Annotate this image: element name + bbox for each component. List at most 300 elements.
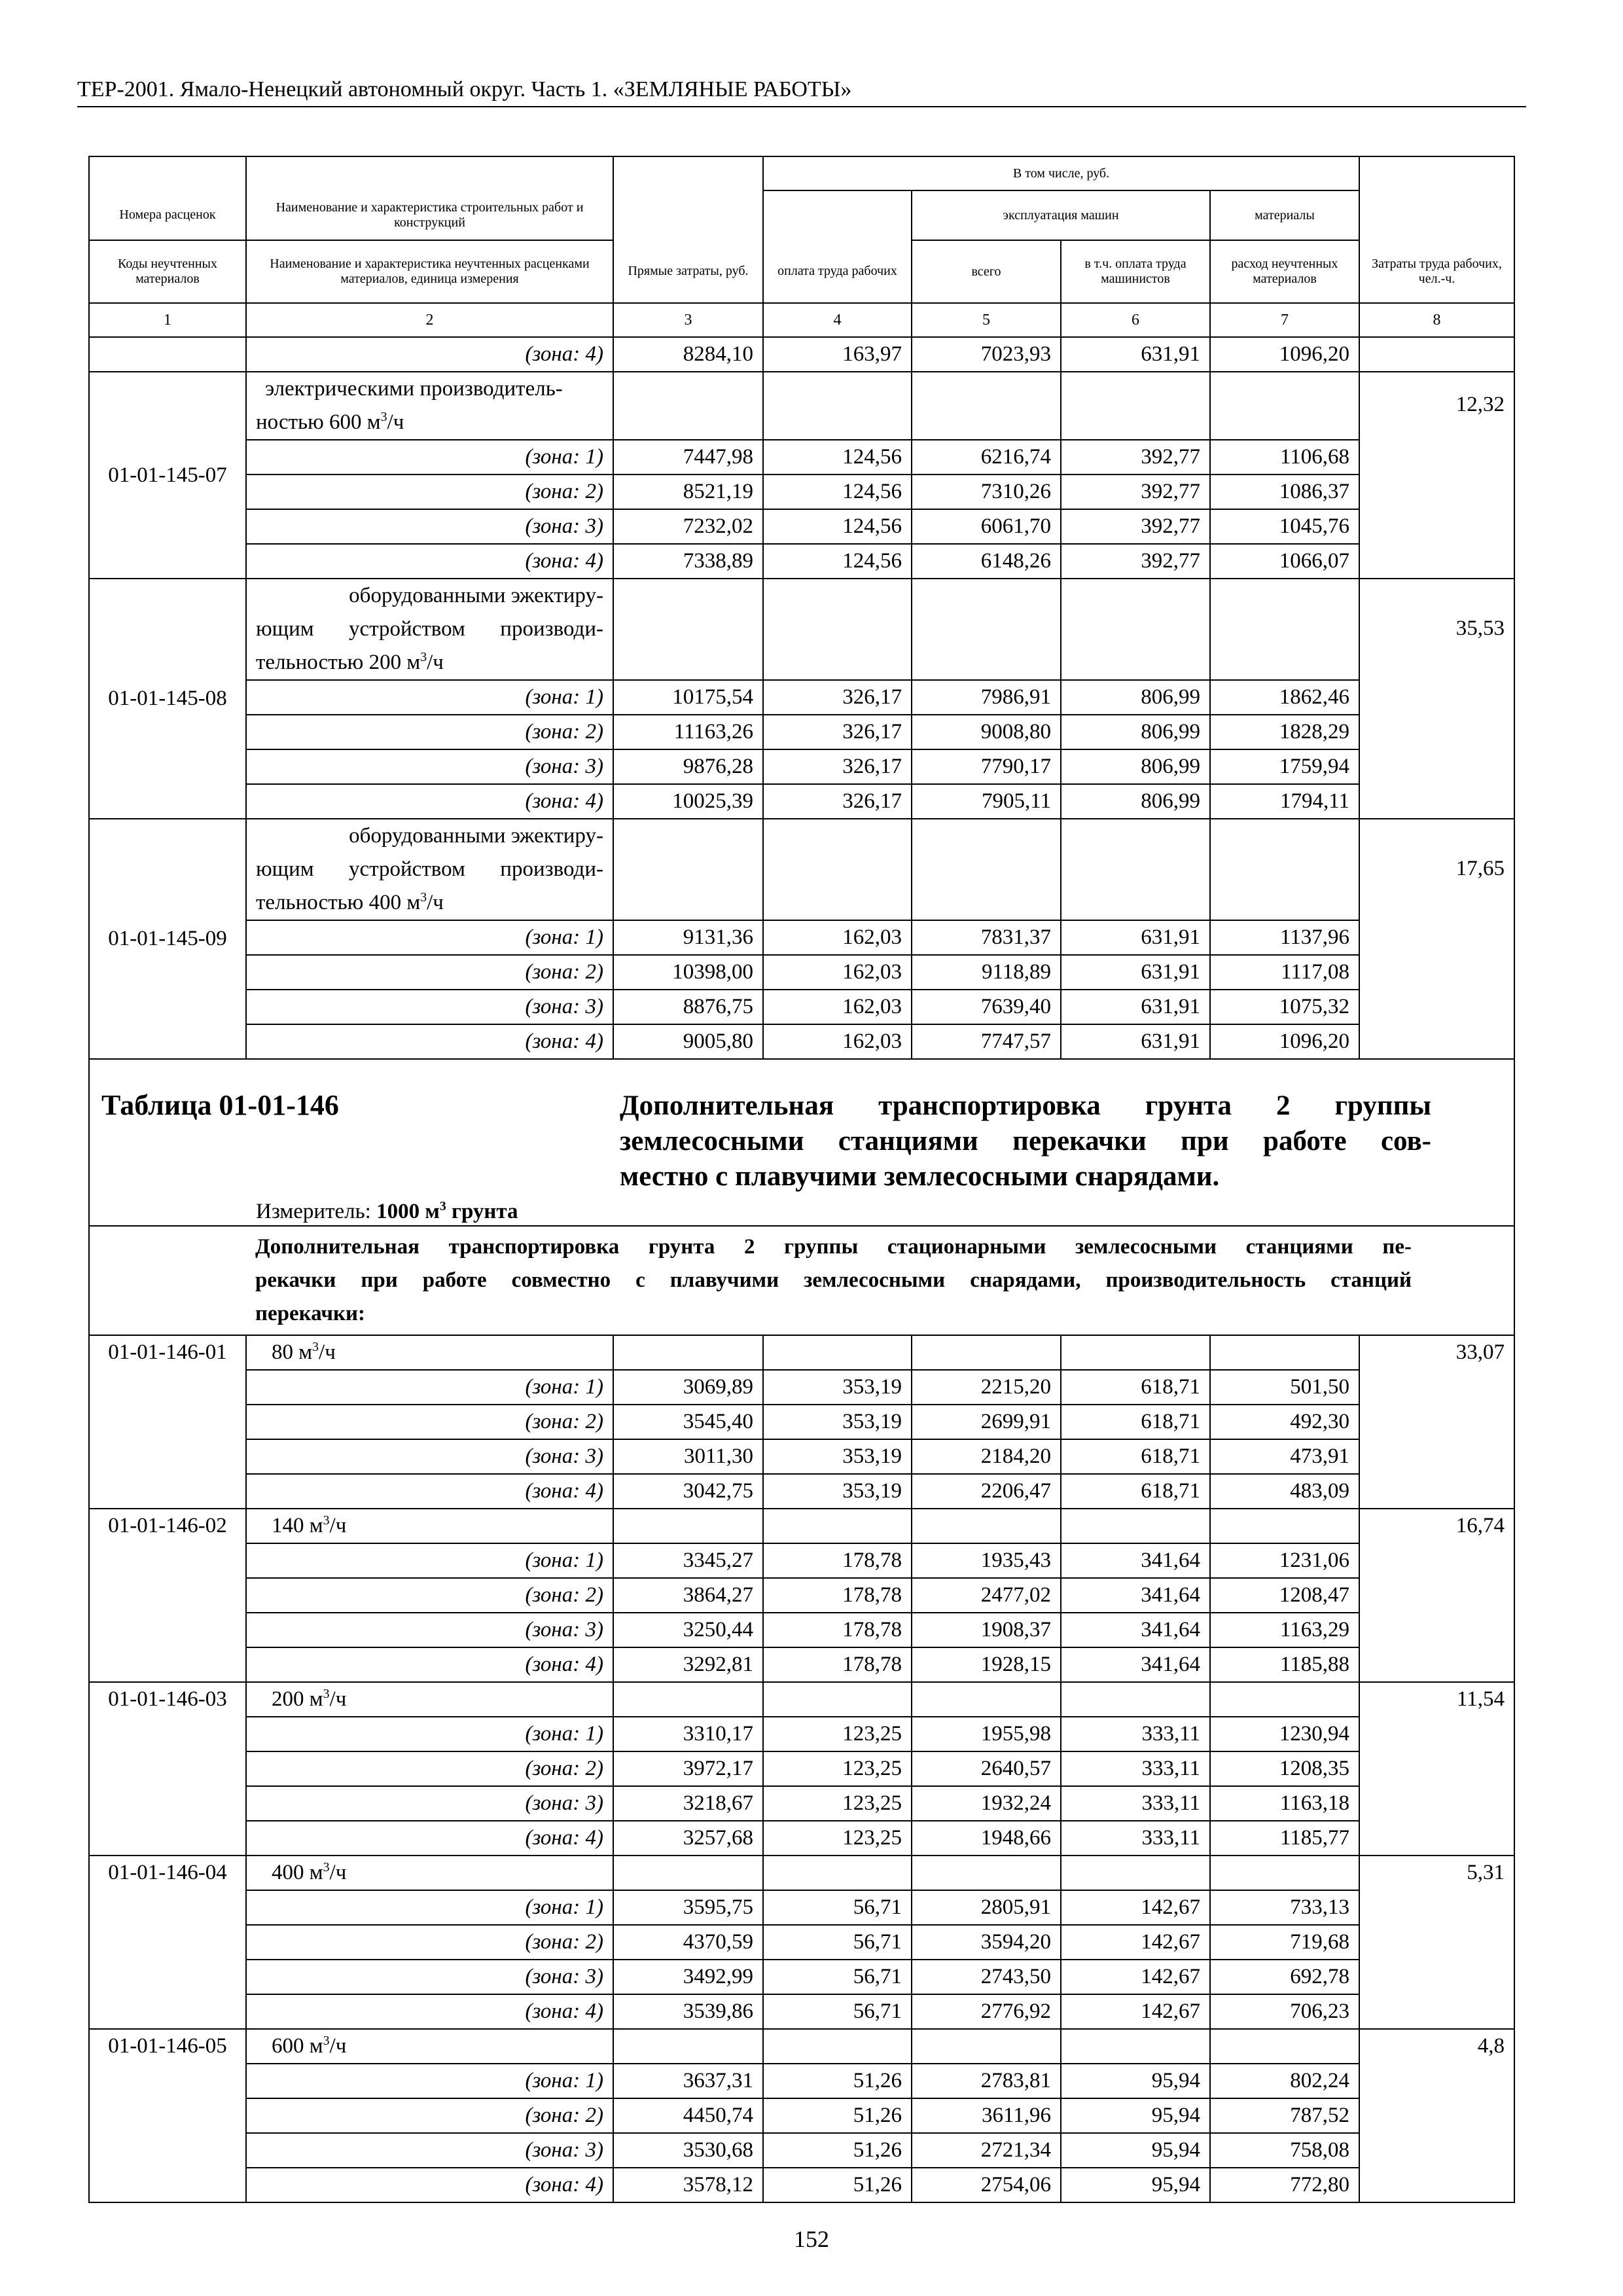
zone-label: (зона: 3) [246,509,613,544]
direct-cost: 3218,67 [613,1786,763,1821]
materials-cost: 1163,29 [1210,1613,1359,1647]
labor-pay: 163,97 [763,337,912,372]
materials-cost: 501,50 [1210,1370,1359,1405]
zone-label: (зона: 3) [246,749,613,784]
machines-total: 7905,11 [912,784,1061,819]
materials-cost: 1185,77 [1210,1821,1359,1856]
labor-pay: 124,56 [763,509,912,544]
header-col4: оплата труда рабочих [763,240,912,303]
machines-total: 7639,40 [912,990,1061,1024]
rate-code: 01-01-146-03 [89,1682,246,1856]
direct-cost: 3011,30 [613,1439,763,1474]
desc-unit: /ч [329,2034,347,2058]
header-col1-bottom: Коды неучтенных материалов [89,240,246,303]
machines-total: 1928,15 [912,1647,1061,1682]
direct-cost: 3292,81 [613,1647,763,1682]
empty-cell [912,819,1061,920]
rate-code: 01-01-145-09 [89,819,246,1059]
intro-line: Дополнительная транспортировка грунта 2 группы стационарными землесосными станциями пе- [255,1235,1412,1259]
col-number: 8 [1359,303,1514,337]
zone-row [89,1024,1514,1059]
header-col3: Прямые затраты, руб. [613,240,763,303]
zone-label: (зона: 4) [246,1024,613,1059]
materials-cost: 1759,94 [1210,749,1359,784]
materials-cost: 1137,96 [1210,920,1359,955]
direct-cost: 7232,02 [613,509,763,544]
direct-cost: 7338,89 [613,544,763,579]
meter-label: Измеритель: [256,1200,371,1223]
header-cell-empty [613,190,763,240]
labor-pay: 124,56 [763,544,912,579]
direct-cost: 8876,75 [613,990,763,1024]
labor-pay: 326,17 [763,749,912,784]
materials-cost: 1230,94 [1210,1717,1359,1751]
materials-cost: 733,13 [1210,1890,1359,1925]
zone-row [89,680,1514,715]
machinist-pay: 392,77 [1061,544,1210,579]
rate-description [246,1682,613,1717]
superscript: 3 [323,2034,330,2048]
rate-code: 01-01-145-07 [89,372,246,579]
intro-line: рекачки при работе совместно с плавучими землесосными снарядами, производительность станций [255,1268,1412,1292]
superscript: 3 [380,410,387,424]
desc-unit: /ч [427,891,444,914]
materials-cost: 1096,20 [1210,1024,1359,1059]
empty-cell [613,1335,763,1370]
empty-cell [912,2029,1061,2064]
empty-cell [1210,2029,1359,2064]
labor-hours: 33,07 [1359,1335,1514,1509]
desc-text: 600 м [272,2034,323,2058]
machines-total: 2743,50 [912,1960,1061,1994]
direct-cost: 3595,75 [613,1890,763,1925]
machines-total: 2776,92 [912,1994,1061,2029]
table-caption [620,1088,1431,1194]
rate-row [89,1335,1514,1370]
desc-line: оборудованными эжектиру- [349,584,603,607]
desc-unit: /ч [329,1687,347,1711]
zone-label: (зона: 4) [246,1994,613,2029]
header-cell-empty [1359,190,1514,240]
superscript: 3 [323,1860,330,1874]
rate-row [89,579,1514,680]
materials-cost: 772,80 [1210,2168,1359,2202]
zone-row [89,1439,1514,1474]
desc-unit: /ч [319,1340,336,1364]
labor-hours: 35,53 [1359,579,1514,819]
direct-cost: 3492,99 [613,1960,763,1994]
labor-pay: 51,26 [763,2064,912,2098]
desc-text: 80 м [272,1340,313,1364]
rate-row [89,1509,1514,1543]
table-intro-row [89,1226,1514,1335]
header-row-1 [89,156,1514,190]
table-title-block [90,1060,1514,1225]
machines-total: 2640,57 [912,1751,1061,1786]
direct-cost: 3972,17 [613,1751,763,1786]
desc-text: тельностью 400 м [256,891,421,914]
labor-hours: 4,8 [1359,2029,1514,2202]
empty-cell [763,2029,912,2064]
col-number: 2 [246,303,613,337]
zone-row [89,1717,1514,1751]
zone-row [89,1751,1514,1786]
empty-cell [1061,1509,1210,1543]
labor-pay: 326,17 [763,680,912,715]
zone-row [89,2064,1514,2098]
machinist-pay: 341,64 [1061,1647,1210,1682]
machinist-pay: 95,94 [1061,2098,1210,2133]
desc-line [256,406,603,439]
header-col5: всего [912,240,1061,303]
desc-line [256,886,603,920]
desc-unit: /ч [387,410,404,434]
zone-label: (зона: 2) [246,475,613,509]
direct-cost: 4450,74 [613,2098,763,2133]
rate-row [89,1682,1514,1717]
superscript: 3 [323,1513,330,1528]
empty-cell [1061,1682,1210,1717]
header-cell-empty [89,156,246,190]
rate-row [89,819,1514,920]
labor-hours: 11,54 [1359,1682,1514,1856]
desc-line: электрическими производитель- [265,377,563,401]
direct-cost: 8284,10 [613,337,763,372]
machines-total: 2184,20 [912,1439,1061,1474]
machinist-pay: 618,71 [1061,1439,1210,1474]
materials-cost: 1163,18 [1210,1786,1359,1821]
machinist-pay: 341,64 [1061,1543,1210,1578]
materials-cost: 719,68 [1210,1925,1359,1960]
labor-pay: 178,78 [763,1647,912,1682]
machinist-pay: 392,77 [1061,440,1210,475]
machinist-pay: 392,77 [1061,509,1210,544]
rate-code: 01-01-146-01 [89,1335,246,1509]
labor-hours [1359,337,1514,372]
machines-total: 6148,26 [912,544,1061,579]
direct-cost: 3257,68 [613,1821,763,1856]
header-number-row [89,303,1514,337]
empty-cell [912,1682,1061,1717]
col-number: 4 [763,303,912,337]
empty-cell [1061,2029,1210,2064]
rate-description [246,1509,613,1543]
zone-label: (зона: 2) [246,2098,613,2133]
superscript: 3 [323,1687,330,1701]
machinist-pay: 333,11 [1061,1786,1210,1821]
zone-label: (зона: 1) [246,1890,613,1925]
empty-cell [1061,1335,1210,1370]
materials-cost: 1096,20 [1210,337,1359,372]
zone-row [89,1925,1514,1960]
header-col7: расход неучтенных материалов [1210,240,1359,303]
zone-label: (зона: 4) [246,1474,613,1509]
zone-row [89,955,1514,990]
empty-cell [912,1509,1061,1543]
zone-row [89,475,1514,509]
header-cell-empty [763,190,912,240]
header-col6: в т.ч. оплата труда машинистов [1061,240,1210,303]
labor-pay: 162,03 [763,1024,912,1059]
direct-cost: 11163,26 [613,715,763,749]
rate-description [246,579,613,680]
table-body [89,156,1514,2202]
machinist-pay: 806,99 [1061,680,1210,715]
header-row-3 [89,240,1514,303]
zone-label: (зона: 2) [246,1405,613,1439]
caption-line: Дополнительная транспортировка грунта 2 группы [620,1090,1431,1121]
zone-label: (зона: 2) [246,715,613,749]
direct-cost: 7447,98 [613,440,763,475]
carry-over-row [89,337,1514,372]
machines-total: 2477,02 [912,1578,1061,1613]
materials-cost: 1066,07 [1210,544,1359,579]
zone-label: (зона: 1) [246,1543,613,1578]
desc-line [256,646,603,679]
labor-pay: 353,19 [763,1474,912,1509]
direct-cost: 3545,40 [613,1405,763,1439]
labor-pay: 178,78 [763,1543,912,1578]
materials-cost: 802,24 [1210,2064,1359,2098]
zone-label: (зона: 1) [246,2064,613,2098]
labor-pay: 56,71 [763,1890,912,1925]
materials-cost: 1185,88 [1210,1647,1359,1682]
materials-cost: 758,08 [1210,2133,1359,2168]
zone-label: (зона: 4) [246,2168,613,2202]
direct-cost: 3310,17 [613,1717,763,1751]
rate-row [89,2029,1514,2064]
superscript: 3 [312,1340,319,1354]
desc-line: оборудованными эжектиру- [349,824,603,848]
empty-cell [763,1682,912,1717]
empty-cell [1210,372,1359,440]
zone-row [89,1994,1514,2029]
materials-cost: 706,23 [1210,1994,1359,2029]
table-intro [246,1226,1514,1335]
zone-row [89,1474,1514,1509]
labor-pay: 56,71 [763,1960,912,1994]
zone-label: (зона: 4) [246,1821,613,1856]
empty-cell [1061,372,1210,440]
direct-cost: 3578,12 [613,2168,763,2202]
empty-cell [613,579,763,680]
zone-label: (зона: 3) [246,2133,613,2168]
table-title-cell [89,1059,1514,1226]
col-number: 5 [912,303,1061,337]
intro-line: перекачки: [255,1302,365,1325]
machinist-pay: 333,11 [1061,1821,1210,1856]
direct-cost: 8521,19 [613,475,763,509]
machinist-pay: 631,91 [1061,337,1210,372]
empty-cell [763,1335,912,1370]
rate-description [246,2029,613,2064]
machines-total: 7023,93 [912,337,1061,372]
direct-cost: 4370,59 [613,1925,763,1960]
direct-cost: 3250,44 [613,1613,763,1647]
empty-cell [763,1856,912,1890]
machines-total: 7747,57 [912,1024,1061,1059]
desc-text: 200 м [272,1687,323,1711]
header-col1-top: Номера расценок [89,190,246,240]
machinist-pay: 618,71 [1061,1474,1210,1509]
materials-cost: 483,09 [1210,1474,1359,1509]
labor-pay: 123,25 [763,1751,912,1786]
desc-unit: /ч [329,1514,347,1537]
zone-label: (зона: 3) [246,1613,613,1647]
machinist-pay: 631,91 [1061,1024,1210,1059]
desc-text: ностью 600 м [256,410,381,434]
machines-total: 2783,81 [912,2064,1061,2098]
empty-cell [89,1226,246,1335]
machinist-pay: 95,94 [1061,2133,1210,2168]
machines-total: 2699,91 [912,1405,1061,1439]
materials-cost: 1231,06 [1210,1543,1359,1578]
zone-row [89,1578,1514,1613]
desc-unit: /ч [427,651,444,674]
machines-total: 1948,66 [912,1821,1061,1856]
machinist-pay: 333,11 [1061,1751,1210,1786]
direct-cost: 10025,39 [613,784,763,819]
zone-label: (зона: 1) [246,920,613,955]
empty-cell [1210,1856,1359,1890]
header-materials: материалы [1210,190,1359,240]
direct-cost: 3345,27 [613,1543,763,1578]
zone-row [89,509,1514,544]
header-cell-empty [246,156,613,190]
header-row-2 [89,190,1514,240]
zone-label: (зона: 1) [246,440,613,475]
header-rule [77,106,1526,107]
empty-cell [763,579,912,680]
machines-total: 1935,43 [912,1543,1061,1578]
machines-total: 3594,20 [912,1925,1061,1960]
desc-line: ющим устройством производи- [256,617,603,641]
labor-hours: 16,74 [1359,1509,1514,1682]
direct-cost: 3042,75 [613,1474,763,1509]
materials-cost: 692,78 [1210,1960,1359,1994]
direct-cost: 9005,80 [613,1024,763,1059]
empty-cell [613,1682,763,1717]
machines-total: 9008,80 [912,715,1061,749]
machinist-pay: 618,71 [1061,1370,1210,1405]
col-number: 1 [89,303,246,337]
zone-row [89,1370,1514,1405]
zone-label: (зона: 4) [246,784,613,819]
direct-cost: 9131,36 [613,920,763,955]
col-number: 3 [613,303,763,337]
zone-label: (зона: 3) [246,1439,613,1474]
caption-line: землесосными станциями перекачки при работе сов- [620,1126,1431,1157]
zone-row [89,784,1514,819]
header-col2-bottom: Наименование и характеристика неучтенных расценками материалов, единица измерения [246,240,613,303]
empty-cell [763,1509,912,1543]
machinist-pay: 95,94 [1061,2168,1210,2202]
rate-description [246,1335,613,1370]
labor-pay: 123,25 [763,1821,912,1856]
empty-cell [1210,1682,1359,1717]
machinist-pay: 806,99 [1061,715,1210,749]
zone-row [89,1647,1514,1682]
machinist-pay: 142,67 [1061,1890,1210,1925]
desc-text: 140 м [272,1514,323,1537]
rate-description [246,819,613,920]
desc-unit: /ч [329,1861,347,1884]
meter-value [376,1200,518,1223]
empty-cell [613,2029,763,2064]
machinist-pay: 341,64 [1061,1578,1210,1613]
machinist-pay: 631,91 [1061,955,1210,990]
superscript: 3 [439,1199,446,1213]
zone-label: (зона: 4) [246,1647,613,1682]
zone-row [89,1786,1514,1821]
empty-cell [763,372,912,440]
empty-cell [1061,819,1210,920]
zone-row [89,715,1514,749]
materials-cost: 1794,11 [1210,784,1359,819]
machines-total: 2721,34 [912,2133,1061,2168]
direct-cost: 3539,86 [613,1994,763,2029]
labor-pay: 56,71 [763,1925,912,1960]
page-number: 152 [794,2226,829,2252]
meter-value-text: 1000 м [376,1200,440,1223]
zone-row [89,749,1514,784]
zone-label: (зона: 3) [246,1786,613,1821]
header-col8: Затраты труда рабочих, чел.-ч. [1359,240,1514,303]
machinist-pay: 631,91 [1061,920,1210,955]
labor-pay: 353,19 [763,1439,912,1474]
machines-total: 6061,70 [912,509,1061,544]
zone-label: (зона: 3) [246,990,613,1024]
desc-text: 400 м [272,1861,323,1884]
rate-code: 01-01-146-04 [89,1856,246,2029]
empty-cell [912,1335,1061,1370]
empty-cell [613,372,763,440]
machines-total: 1908,37 [912,1613,1061,1647]
machinist-pay: 95,94 [1061,2064,1210,2098]
materials-cost: 1086,37 [1210,475,1359,509]
machines-total: 6216,74 [912,440,1061,475]
zone-label: (зона: 2) [246,1578,613,1613]
zone-row [89,1890,1514,1925]
materials-cost: 1075,32 [1210,990,1359,1024]
desc-line: ющим устройством производи- [256,857,603,881]
machinist-pay: 142,67 [1061,1925,1210,1960]
empty-cell [613,819,763,920]
labor-pay: 51,26 [763,2168,912,2202]
empty-cell [912,372,1061,440]
empty-cell [1210,579,1359,680]
rates-table [88,156,1515,2203]
materials-cost: 1828,29 [1210,715,1359,749]
rate-code: 01-01-146-05 [89,2029,246,2202]
machines-total: 7790,17 [912,749,1061,784]
col-number: 7 [1210,303,1359,337]
labor-pay: 353,19 [763,1405,912,1439]
meter-unit [256,1195,518,1229]
zone-label: (зона: 4) [246,544,613,579]
table-label: Таблица 01-01-146 [101,1089,339,1121]
empty-cell [1061,1856,1210,1890]
rate-description [246,1856,613,1890]
labor-hours: 5,31 [1359,1856,1514,2029]
labor-pay: 124,56 [763,475,912,509]
labor-pay: 326,17 [763,715,912,749]
zone-label: (зона: 1) [246,1370,613,1405]
machinist-pay: 142,67 [1061,1994,1210,2029]
desc-text: тельностью 200 м [256,651,421,674]
rate-code: 01-01-145-08 [89,579,246,819]
labor-pay: 162,03 [763,990,912,1024]
